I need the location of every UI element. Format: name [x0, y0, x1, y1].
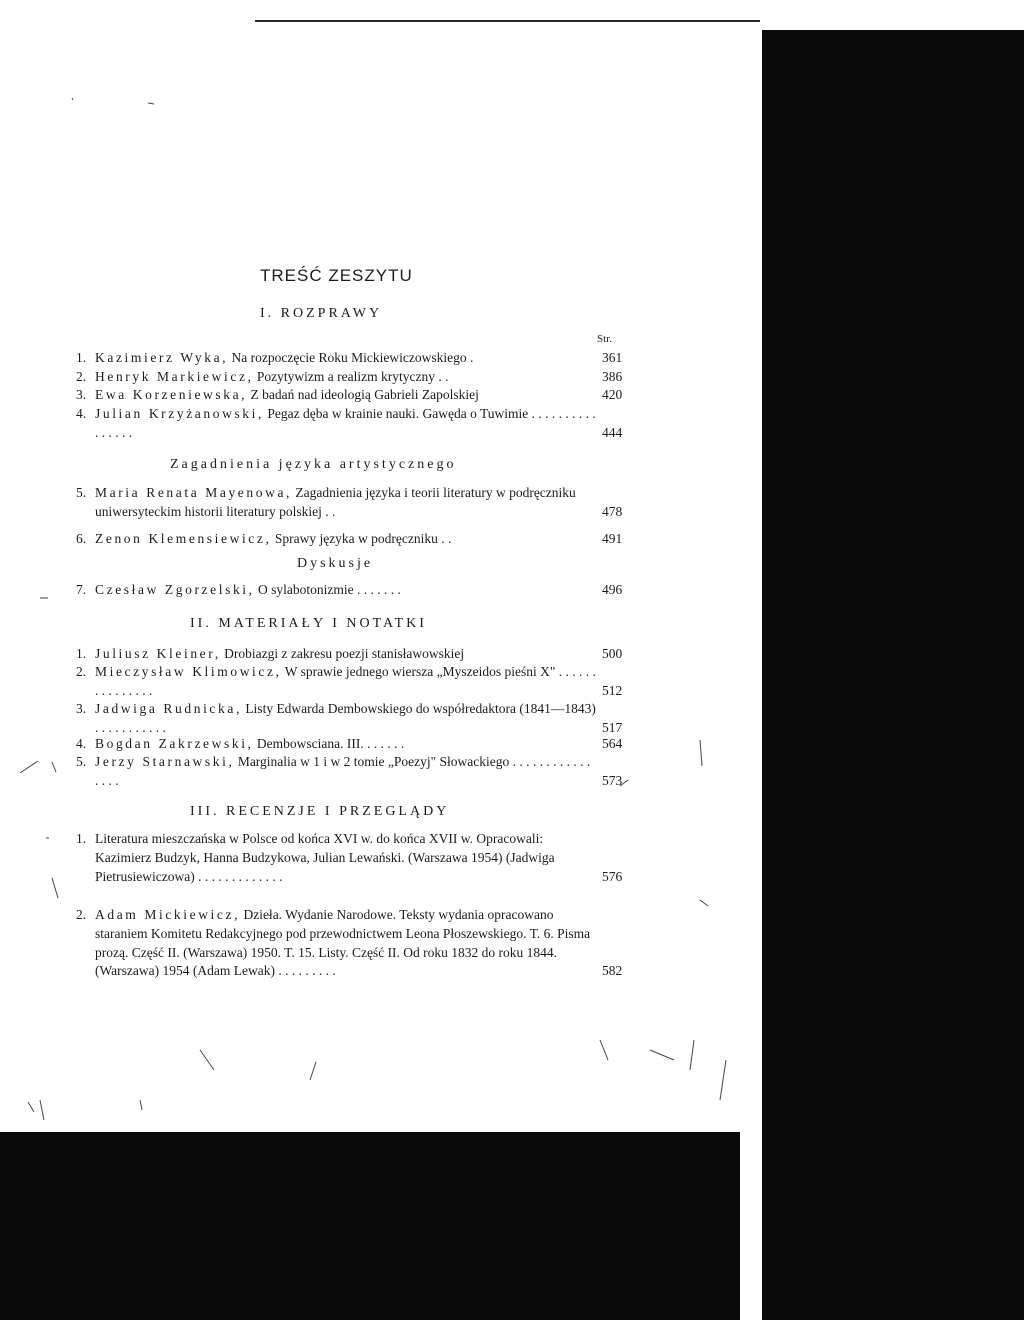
page-number: 491 — [602, 531, 623, 546]
page-title: TREŚĆ ZESZYTU — [260, 266, 413, 285]
section-heading-rozprawy: I. ROZPRAWY — [260, 306, 383, 321]
page-number: 500 — [602, 646, 623, 661]
page-number: 564 — [602, 736, 623, 751]
page-number: 573 — [602, 772, 623, 788]
scan-dark-edge-bottom — [0, 1132, 740, 1320]
page-number: 517 — [602, 719, 623, 735]
subheading-jezyk-artystyczny: Zagadnienia języka artystycznego — [170, 457, 457, 472]
subheading-dyskusje: Dyskusje — [297, 556, 374, 571]
page-number: 444 — [602, 424, 623, 440]
toc-entry: 2. Mieczysław Klimowicz, W sprawie jednego wiersza „Myszeidos pieśni X" . . . . . . . . . . . . . . . 512 — [76, 663, 636, 701]
toc-entry: 2. Adam Mickiewicz, Dzieła. Wydanie Narodowe. Teksty wydania opracowano staraniem Komitetu Redakcyjnego pod przewodnictwem Leona Płoszewskiego. T. 6. Pisma prozą. Część II. (Warszawa) 1950. T. 15. Listy. Część II. Od roku 1832 do roku 1844. (Warszawa) 1954 (Adam Lewak) . . . . . . . . . 582 — [76, 906, 636, 981]
toc-entry: 1. Juliusz Kleiner, Drobiazgi z zakresu poezji stanisławowskiej 500 — [76, 645, 636, 664]
toc-entry: 4. Julian Krzyżanowski, Pegaz dęba w krainie nauki. Gawęda o Tuwimie . . . . . . . . . . . . . . . . 444 — [76, 405, 636, 443]
page-number: 576 — [602, 868, 623, 884]
section-heading-recenzje: III. RECENZJE I PRZEGLĄDY — [190, 804, 450, 819]
scan-dark-edge-right — [762, 30, 1024, 1320]
top-rule — [255, 20, 760, 22]
toc-entry: 1. Kazimierz Wyka, Na rozpoczęcie Roku Mickiewiczowskiego . 361 — [76, 349, 636, 368]
page-column-label: Str. — [597, 333, 612, 345]
toc-entry: 3. Ewa Korzeniewska, Z badań nad ideologią Gabrieli Zapolskiej 420 — [76, 386, 636, 405]
toc-entry: 1. Literatura mieszczańska w Polsce od końca XVI w. do końca XVII w. Opracowali: Kazimierz Budzyk, Hanna Budzykowa, Julian Lewański. (Warszawa 1954) (Jadwiga Pietrusiewiczowa) . . . . . . . . . . . . . 576 — [76, 830, 636, 886]
toc-entry: 6. Zenon Klemensiewicz, Sprawy języka w podręczniku . . 491 — [76, 530, 636, 549]
page-number: 386 — [602, 369, 623, 384]
page-number: 361 — [602, 350, 623, 365]
toc-entry: 2. Henryk Markiewicz, Pozytywizm a realizm krytyczny . . 386 — [76, 368, 636, 387]
page-number: 420 — [602, 387, 623, 402]
page-number: 582 — [602, 963, 623, 979]
page-number: 496 — [602, 582, 623, 597]
toc-entry: 4. Bogdan Zakrzewski, Dembowsciana. III. . . . . . . 564 — [76, 735, 636, 754]
toc-entry: 7. Czesław Zgorzelski, O sylabotonizmie . . . . . . . 496 — [76, 581, 636, 600]
toc-entry: 5. Maria Renata Mayenowa, Zagadnienia języka i teorii literatury w podręczniku uniwersyteckim historii literatury polskiej . . 478 — [76, 484, 636, 522]
page-number: 512 — [602, 682, 623, 698]
section-heading-materialy: II. MATERIAŁY I NOTATKI — [190, 616, 427, 631]
toc-entry: 3. Jadwiga Rudnicka, Listy Edwarda Dembowskiego do współredaktora (1841—1843) . . . . . . . . . . . 517 — [76, 700, 636, 738]
page-number: 478 — [602, 503, 623, 519]
toc-entry: 5. Jerzy Starnawski, Marginalia w 1 i w 2 tomie „Poezyj" Słowackiego . . . . . . . . . . . . . . . . 573 — [76, 753, 636, 791]
